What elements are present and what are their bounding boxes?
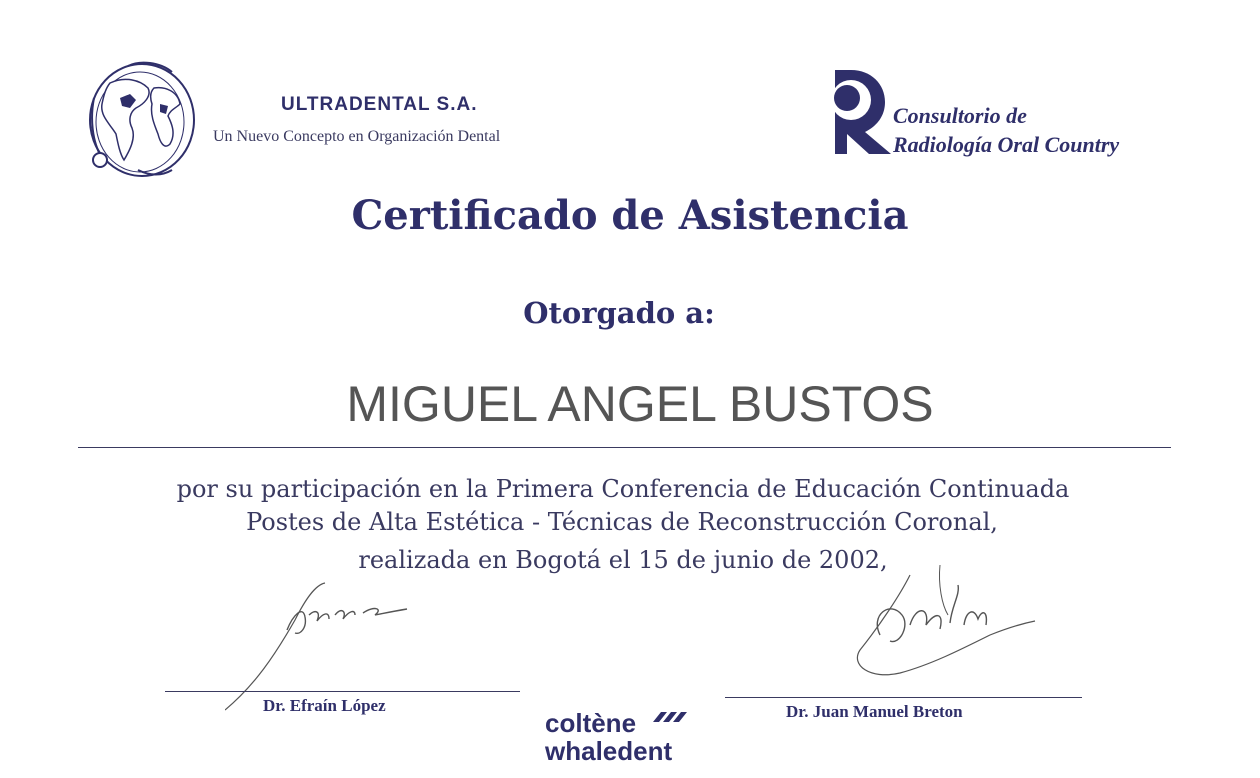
body-line-3: realizada en Bogotá el 15 de junio de 2002, (358, 546, 888, 574)
signatory-name-right: Dr. Juan Manuel Breton (786, 702, 963, 721)
recipient-name: MIGUEL ANGEL BUSTOS (346, 376, 934, 432)
certificate-title: Certificado de Asistencia (351, 192, 909, 239)
coltene-whaledent-logo (545, 706, 705, 768)
consultorio-name (893, 101, 1119, 159)
consultorio-line1: Consultorio de (893, 103, 1027, 128)
signature-right (840, 555, 1040, 705)
recipient-underline (78, 447, 1171, 448)
signature-left (225, 575, 455, 715)
consultorio-line2: Radiología Oral Country (893, 132, 1120, 157)
ultradental-name: ULTRADENTAL S.A. (281, 94, 478, 115)
svg-text:coltène: coltène (545, 708, 637, 738)
ultradental-globe-logo (80, 58, 200, 188)
signature-line-left (165, 691, 520, 692)
body-line-1: por su participación en la Primera Conferencia de Educación Continuada (176, 475, 1070, 503)
ultradental-tagline: Un Nuevo Concepto en Organización Dental (213, 128, 501, 145)
body-line-2: Postes de Alta Estética - Técnicas de Reconstrucción Coronal, (246, 508, 998, 536)
svg-text:whaledent: whaledent (545, 736, 673, 766)
signature-line-right (725, 697, 1082, 698)
signatory-name-left: Dr. Efraín López (263, 696, 386, 715)
awarded-to-label: Otorgado a: (523, 296, 715, 330)
consultorio-r-logo (825, 64, 895, 156)
